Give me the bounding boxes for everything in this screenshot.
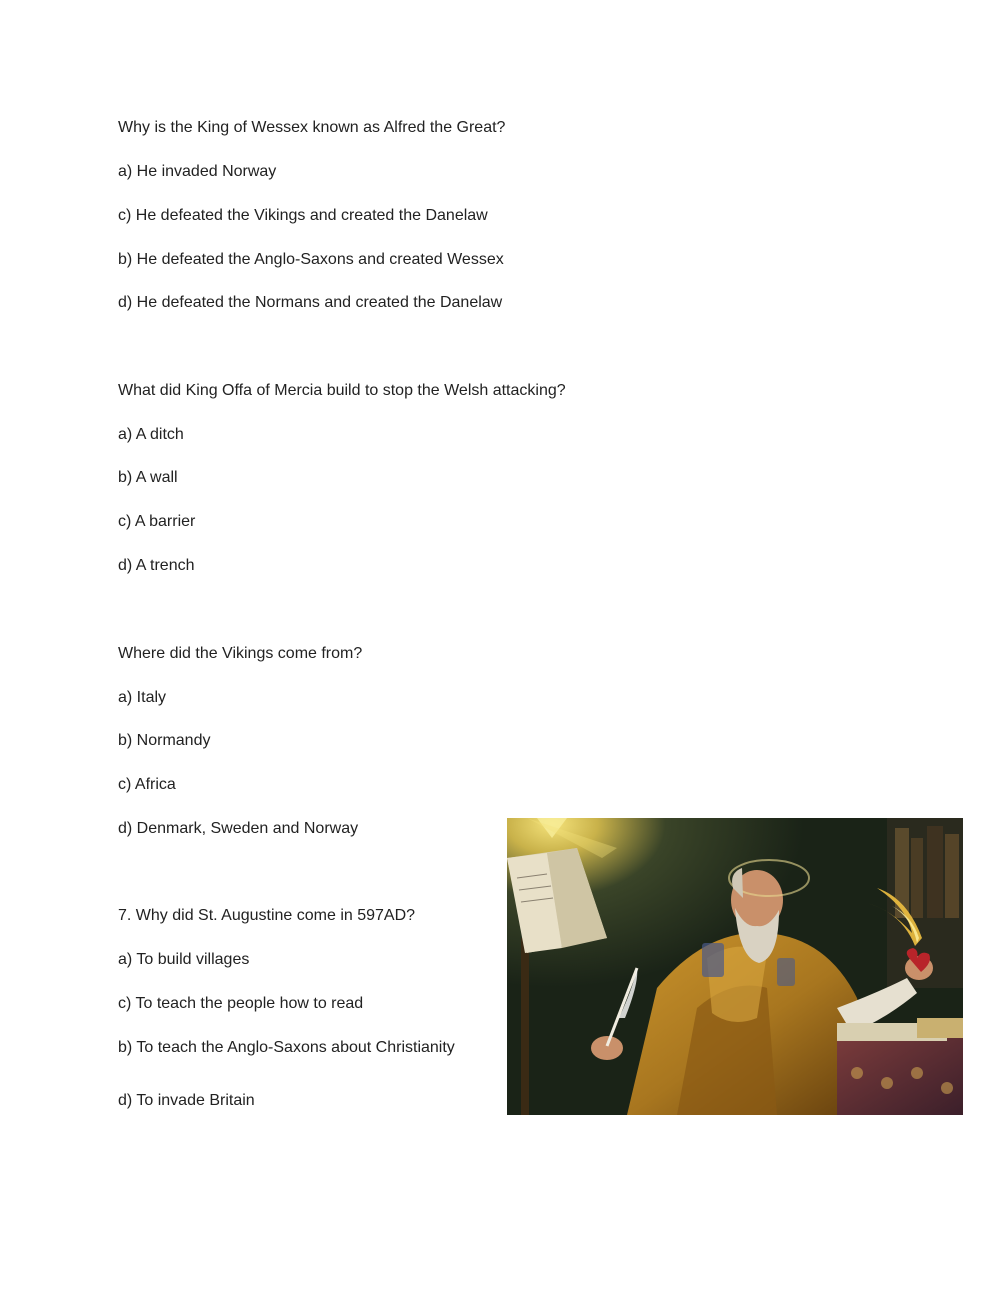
question-7-option-b: b) To teach the Anglo-Saxons about Christianity <box>118 1039 455 1056</box>
question-3-option-c: c) Africa <box>118 776 176 793</box>
question-7-prompt: 7. Why did St. Augustine come in 597AD? <box>118 907 416 924</box>
question-3-option-b: b) Normandy <box>118 732 211 749</box>
question-2-option-b: b) A wall <box>118 469 178 486</box>
question-2-option-c: c) A barrier <box>118 513 196 530</box>
question-7-option-c: c) To teach the people how to read <box>118 995 364 1012</box>
question-3-prompt: Where did the Vikings come from? <box>118 645 363 662</box>
question-7-option-d: d) To invade Britain <box>118 1092 255 1109</box>
question-1-option-b: b) He defeated the Anglo-Saxons and created Wessex <box>118 251 504 268</box>
question-7-option-a: a) To build villages <box>118 951 250 968</box>
question-2-option-d: d) A trench <box>118 557 195 574</box>
saint-augustine-painting-icon <box>507 818 963 1115</box>
question-1-option-c: c) He defeated the Vikings and created the Danelaw <box>118 207 488 224</box>
question-2-option-a: a) A ditch <box>118 426 184 443</box>
question-1-prompt: Why is the King of Wessex known as Alfred the Great? <box>118 119 506 136</box>
question-1-option-d: d) He defeated the Normans and created the Danelaw <box>118 294 503 311</box>
question-3-option-d: d) Denmark, Sweden and Norway <box>118 820 359 837</box>
question-1-option-a: a) He invaded Norway <box>118 163 277 180</box>
question-2-prompt: What did King Offa of Mercia build to stop the Welsh attacking? <box>118 382 566 399</box>
question-3-option-a: a) Italy <box>118 689 167 706</box>
